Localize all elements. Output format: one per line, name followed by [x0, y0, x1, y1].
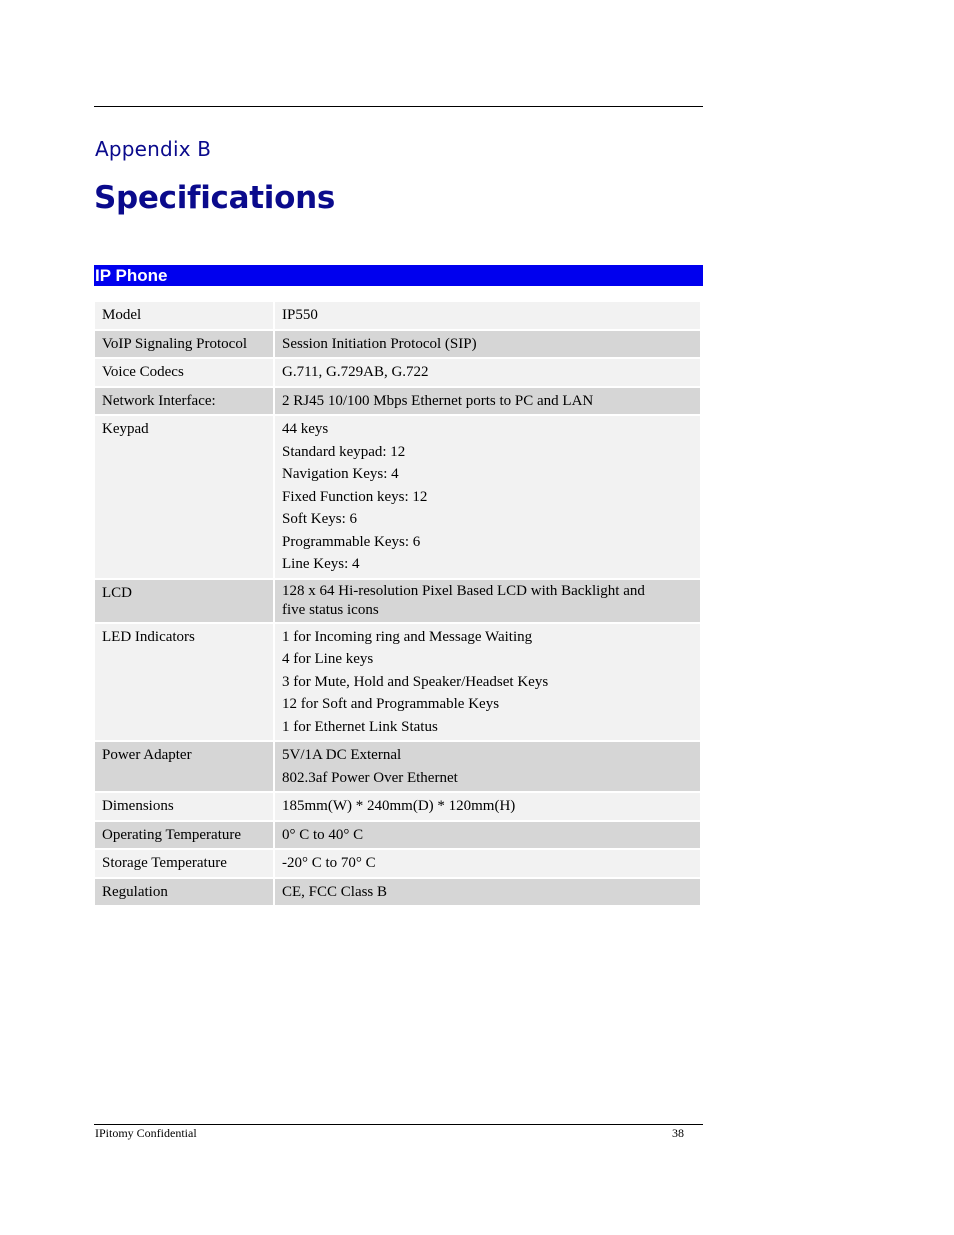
page-number: 38 — [672, 1126, 684, 1140]
footer-confidential: IPitomy Confidential — [95, 1126, 197, 1140]
bottom-rule — [94, 1124, 703, 1125]
spec-value — [275, 388, 700, 415]
table-row — [95, 359, 700, 386]
spec-label: VoIP Signaling Protocol — [95, 331, 273, 358]
spec-value-line: 5V/1A DC External — [282, 747, 402, 763]
spec-value-line: -20° C to 70° C — [282, 855, 376, 871]
spec-value-line: 128 x 64 Hi-resolution Pixel Based LCD with Backlight and — [282, 582, 645, 599]
spec-value-line: 4 for Line keys — [282, 651, 374, 667]
spec-value-line: 3 for Mute, Hold and Speaker/Headset Keys — [282, 673, 549, 690]
spec-label: Operating Temperature — [95, 822, 273, 849]
spec-value-line: Navigation Keys: 4 — [282, 466, 399, 482]
table-row — [95, 580, 700, 622]
spec-value-line: 1 for Ethernet Link Status — [282, 718, 438, 735]
spec-value-line: G.711, G.729AB, G.722 — [282, 364, 429, 380]
spec-label: Storage Temperature — [95, 850, 273, 877]
table-row — [95, 742, 700, 791]
spec-value — [275, 359, 700, 386]
spec-value — [275, 331, 700, 358]
spec-value-line: 185mm(W) * 240mm(D) * 120mm(H) — [282, 798, 516, 814]
spec-value — [275, 879, 700, 906]
spec-label: LED Indicators — [95, 624, 273, 741]
spec-value-line: CE, FCC Class B — [282, 883, 388, 900]
spec-value — [275, 416, 700, 578]
spec-table — [93, 300, 702, 907]
spec-value — [275, 742, 700, 791]
spec-label: Voice Codecs — [95, 359, 273, 386]
table-row — [95, 793, 700, 820]
spec-value-line: Line Keys: 4 — [282, 556, 360, 572]
spec-label: LCD — [95, 580, 273, 622]
spec-label: Power Adapter — [95, 742, 273, 791]
spec-value-line: 12 for Soft and Programmable Keys — [282, 696, 500, 712]
spec-value — [275, 793, 700, 820]
section-header — [94, 265, 703, 286]
spec-label: Dimensions — [95, 793, 273, 820]
spec-value-line: Fixed Function keys: 12 — [282, 488, 428, 505]
spec-value-line: 0° C to 40° C — [282, 826, 364, 843]
table-row — [95, 624, 700, 741]
table-row — [95, 302, 700, 329]
spec-value — [275, 850, 700, 877]
table-row — [95, 850, 700, 877]
table-row — [95, 416, 700, 578]
spec-value — [275, 580, 700, 622]
spec-value-line: 1 for Incoming ring and Message Waiting — [282, 628, 533, 645]
table-row — [95, 388, 700, 415]
spec-label: Regulation — [95, 879, 273, 906]
spec-label: Model — [95, 302, 273, 329]
spec-value-line: Programmable Keys: 6 — [282, 533, 421, 550]
spec-value-line: Soft Keys: 6 — [282, 511, 357, 527]
spec-value — [275, 302, 700, 329]
table-row — [95, 879, 700, 906]
spec-value-line: 802.3af Power Over Ethernet — [282, 769, 458, 786]
table-row — [95, 822, 700, 849]
spec-value-line: Session Initiation Protocol (SIP) — [282, 335, 477, 352]
top-rule — [94, 106, 703, 107]
spec-value-line: IP550 — [282, 307, 318, 323]
appendix-label: Appendix B — [95, 137, 212, 161]
table-row — [95, 331, 700, 358]
spec-value-line: 44 keys — [282, 421, 329, 437]
spec-value — [275, 822, 700, 849]
page-title: Specifications — [94, 180, 336, 216]
spec-value — [275, 624, 700, 741]
spec-value-line: five status icons — [282, 601, 379, 618]
spec-value-line: Standard keypad: 12 — [282, 443, 406, 460]
spec-label: Keypad — [95, 416, 273, 578]
spec-value-line: 2 RJ45 10/100 Mbps Ethernet ports to PC and LAN — [282, 392, 594, 409]
spec-label: Network Interface: — [95, 388, 273, 415]
section-title: IP Phone — [95, 266, 168, 285]
